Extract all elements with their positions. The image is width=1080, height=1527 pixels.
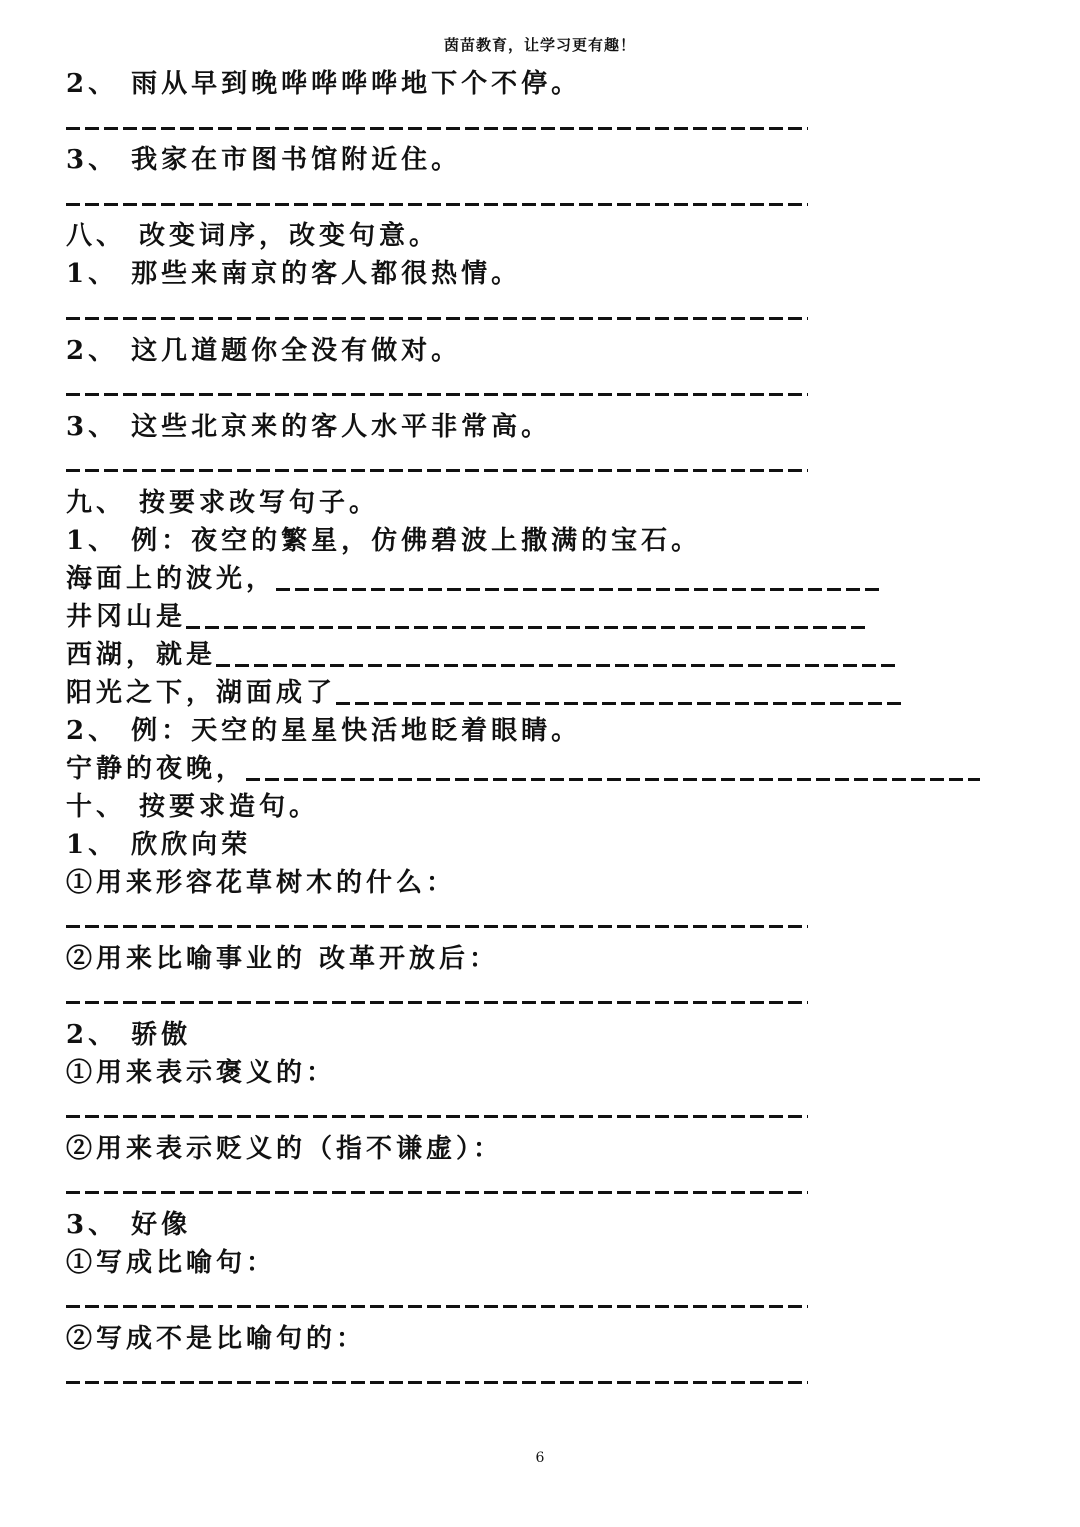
question-10-2a: ①用来表示褒义的：	[66, 1058, 337, 1088]
question-10-2: 2、 骄傲	[66, 1020, 192, 1050]
answer-blank-10-3b[interactable]	[66, 1381, 808, 1384]
question-9-2: 2、 例：天空的星星快活地眨着眼睛。	[66, 716, 582, 746]
fill-blank[interactable]	[336, 702, 902, 705]
fill-blank[interactable]	[276, 588, 882, 591]
fill-blank[interactable]	[246, 778, 980, 781]
answer-blank-10-1b[interactable]	[66, 1001, 808, 1004]
fill-line-9-1b	[66, 601, 866, 633]
section-8-title: 八、 改变词序，改变句意。	[66, 221, 440, 251]
answer-blank-10-1a[interactable]	[66, 925, 808, 928]
page-number: 6	[535, 1450, 545, 1466]
answer-blank-10-3a[interactable]	[66, 1305, 808, 1308]
answer-blank-8-1[interactable]	[66, 317, 808, 320]
question-10-3: 3、 好像	[66, 1210, 192, 1240]
question-8-3: 3、 这些北京来的客人水平非常高。	[66, 412, 552, 442]
fill-line-9-1c	[66, 639, 898, 671]
prompt-text: 阳光之下，湖面成了	[66, 678, 337, 708]
section-9-title: 九、 按要求改写句子。	[66, 488, 380, 518]
answer-blank-7-2[interactable]	[66, 127, 808, 130]
question-10-1: 1、 欣欣向荣	[66, 830, 252, 860]
prompt-text: 井冈山是	[66, 602, 187, 632]
question-10-2b: ②用来表示贬义的（指不谦虚）：	[66, 1134, 504, 1164]
section-10-title: 十、 按要求造句。	[66, 792, 320, 822]
question-10-1a: ①用来形容花草树木的什么：	[66, 868, 457, 898]
question-9-1: 1、 例：夜空的繁星，仿佛碧波上撒满的宝石。	[66, 526, 702, 556]
question-10-3a: ①写成比喻句：	[66, 1248, 277, 1278]
fill-line-9-1a	[66, 563, 882, 595]
page-header: 茵苗教育，让学习更有趣！	[443, 36, 636, 54]
answer-blank-8-3[interactable]	[66, 469, 808, 472]
prompt-text: 海面上的波光，	[66, 564, 277, 594]
question-8-1: 1、 那些来南京的客人都很热情。	[66, 259, 522, 289]
answer-blank-7-3[interactable]	[66, 203, 808, 206]
question-10-1b: ②用来比喻事业的 改革开放后：	[66, 944, 500, 974]
prompt-text: 宁静的夜晚，	[66, 754, 247, 784]
prompt-text: 西湖，就是	[66, 640, 217, 670]
question-7-2: 2、 雨从早到晚哗哗哗哗地下个不停。	[66, 69, 582, 99]
question-8-2: 2、 这几道题你全没有做对。	[66, 336, 462, 366]
answer-blank-10-2a[interactable]	[66, 1115, 808, 1118]
answer-blank-10-2b[interactable]	[66, 1191, 808, 1194]
question-10-3b: ②写成不是比喻句的：	[66, 1324, 367, 1354]
question-7-3: 3、 我家在市图书馆附近住。	[66, 145, 462, 175]
answer-blank-8-2[interactable]	[66, 393, 808, 396]
fill-line-9-1d	[66, 677, 902, 709]
fill-blank[interactable]	[186, 626, 866, 629]
fill-blank[interactable]	[216, 664, 898, 667]
fill-line-9-2a	[66, 753, 980, 785]
